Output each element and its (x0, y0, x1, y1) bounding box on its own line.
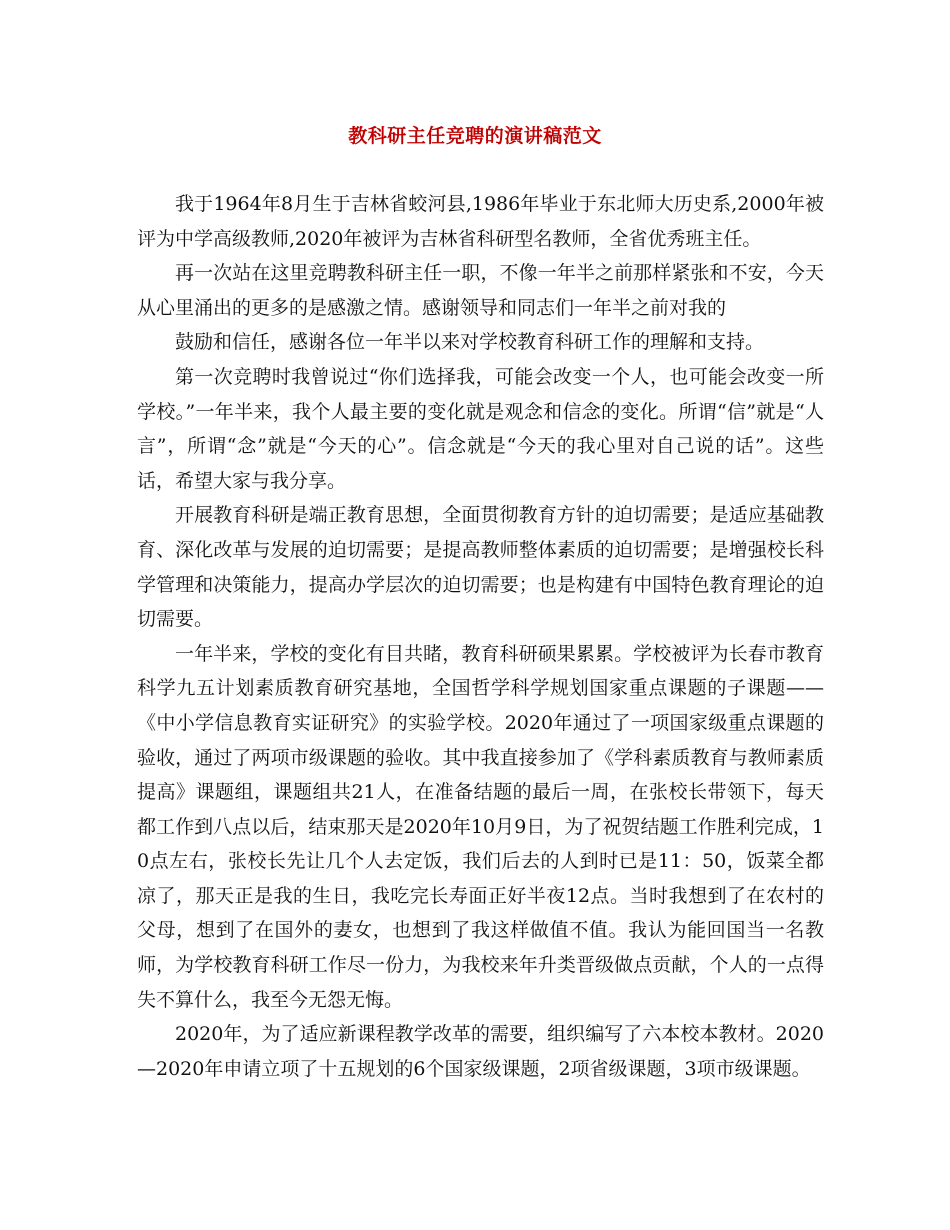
paragraph: 开展教育科研是端正教育思想，全面贯彻教育方针的迫切需要；是适应基础教育、深化改革与发展的迫切需要；是提高教师整体素质的迫切需要；是增强校长科学管理和决策能力，提高办学层次的迫切需要；也是构建有中国特色教育理论的迫切需要。 (137, 504, 824, 631)
paragraph: 鼓励和信任，感谢各位一年半以来对学校教育科研工作的理解和支持。 (175, 331, 765, 354)
paragraph: 再一次站在这里竞聘教科研主任一职，不像一年半之前那样紧张和不安，今天从心里涌出的更多的是感激之情。感谢领导和同志们一年半之前对我的 (137, 262, 824, 319)
paragraph: 一年半来，学校的变化有目共睹，教育科研硕果累累。学校被评为长春市教育科学九五计划素质教育研究基地，全国哲学科学规划国家重点课题的子课题——《中小学信息教育实证研究》的实验学校。2020年通过了一项国家级重点课题的验收，通过了两项市级课题的验收。其中我直接参加了《学科素质教育与教师素质提高》课题组，课题组共21人，在准备结题的最后一周，在张校长带领下，每天都工作到八点以后，结束那天是2020年10月9日，为了祝贺结题工作胜利完成，10点左右，张校长先让几个人去定饭，我们后去的人到时已是11：50，饭菜全都凉了，那天正是我的生日，我吃完长寿面正好半夜12点。当时我想到了在农村的父母，想到了在国外的妻女，也想到了我这样做值不值。我认为能回国当一名教师，为学校教育科研工作尽一份力，为我校来年升类晋级做点贡献，个人的一点得失不算什么，我至今无怨无悔。 (137, 642, 824, 1011)
document-title: 教科研主任竞聘的演讲稿范文 (348, 125, 602, 147)
paragraph: 第一次竞聘时我曾说过“你们选择我，可能会改变一个人，也可能会改变一所学校。”一年半来，我个人最主要的变化就是观念和信念的变化。所谓“信”就是“人言”，所谓“念”就是“今天的心”。信念就是“今天的我心里对自己说的话”。这些话，希望大家与我分享。 (137, 365, 824, 492)
document-body (137, 187, 824, 1086)
paragraph: 2020年，为了适应新课程教学改革的需要，组织编写了六本校本教材。2020—2020年申请立项了十五规划的6个国家级课题，2项省级课题，3项市级课题。 (137, 1023, 824, 1080)
paragraph: 我于1964年8月生于吉林省蛟河县,1986年毕业于东北师大历史系,2000年被评为中学高级教师,2020年被评为吉林省科研型名教师，全省优秀班主任。 (137, 193, 824, 250)
